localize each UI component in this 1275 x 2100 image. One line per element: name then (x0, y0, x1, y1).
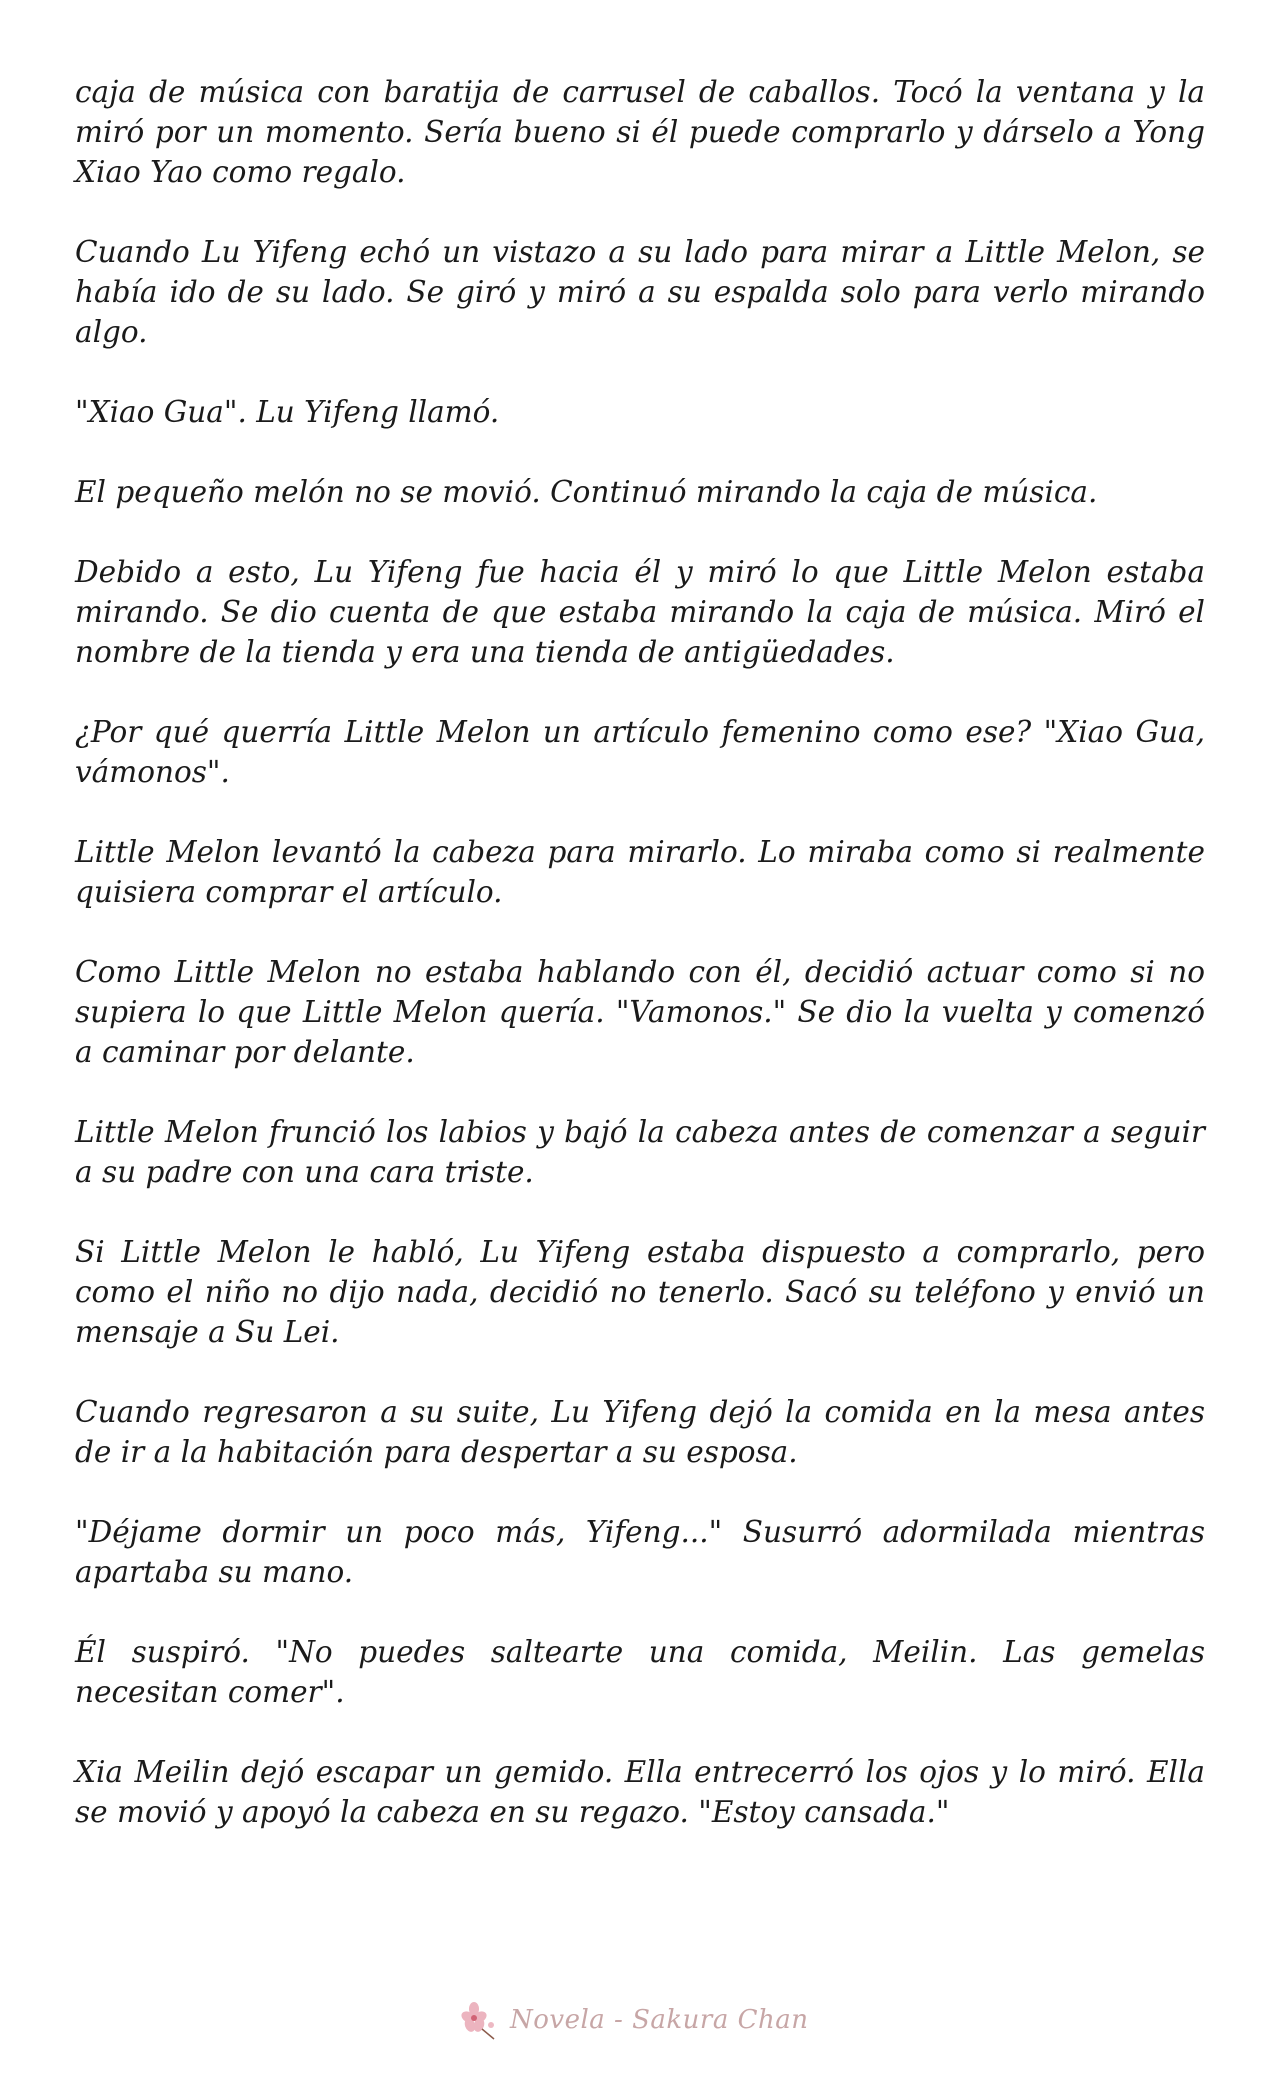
paragraph-3: "Xiao Gua". Lu Yifeng llamó. (75, 395, 500, 429)
paragraph-6: ¿Por qué querría Little Melon un artículo femenino como ese? "Xiao Gua, vámonos". (75, 715, 1205, 789)
document-body (75, 72, 1205, 1872)
paragraph-4: El pequeño melón no se movió. Continuó mirando la caja de música. (75, 475, 1098, 509)
paragraph-1: caja de música con baratija de carrusel de caballos. Tocó la ventana y la miró por un momento. Sería bueno si él puede comprarlo y dárselo a Yong Xiao Yao como regalo. (75, 75, 1205, 189)
paragraph-8: Como Little Melon no estaba hablando con él, decidió actuar como si no supiera lo que Little Melon quería. "Vamonos." Se dio la vuelta y comenzó a caminar por delante. (75, 955, 1205, 1069)
paragraph-14: Xia Meilin dejó escapar un gemido. Ella entrecerró los ojos y lo miró. Ella se movió y apoyó la cabeza en su regazo. "Estoy cansada." (75, 1755, 1205, 1829)
paragraph-13: Él suspiró. "No puedes saltearte una comida, Meilin. Las gemelas necesitan comer". (75, 1635, 1205, 1709)
watermark-text: Novela - Sakura Chan (510, 2005, 809, 2035)
paragraph-11: Cuando regresaron a su suite, Lu Yifeng dejó la comida en la mesa antes de ir a la habitación para despertar a su esposa. (75, 1395, 1205, 1469)
paragraph-12: "Déjame dormir un poco más, Yifeng..." Susurró adormilada mientras apartaba su mano. (75, 1515, 1205, 1589)
paragraph-2: Cuando Lu Yifeng echó un vistazo a su lado para mirar a Little Melon, se había ido de su lado. Se giró y miró a su espalda solo para verlo mirando algo. (75, 235, 1205, 349)
sakura-flower-icon (460, 1999, 502, 2041)
paragraph-9: Little Melon frunció los labios y bajó la cabeza antes de comenzar a seguir a su padre con una cara triste. (75, 1115, 1205, 1189)
paragraph-7: Little Melon levantó la cabeza para mirarlo. Lo miraba como si realmente quisiera comprar el artículo. (75, 835, 1205, 909)
watermark (460, 1995, 820, 2045)
paragraph-5: Debido a esto, Lu Yifeng fue hacia él y miró lo que Little Melon estaba mirando. Se dio cuenta de que estaba mirando la caja de música. Miró el nombre de la tienda y era una tienda de antigüedades. (75, 555, 1205, 669)
paragraph-10: Si Little Melon le habló, Lu Yifeng estaba dispuesto a comprarlo, pero como el niño no dijo nada, decidió no tenerlo. Sacó su teléfono y envió un mensaje a Su Lei. (75, 1235, 1205, 1349)
